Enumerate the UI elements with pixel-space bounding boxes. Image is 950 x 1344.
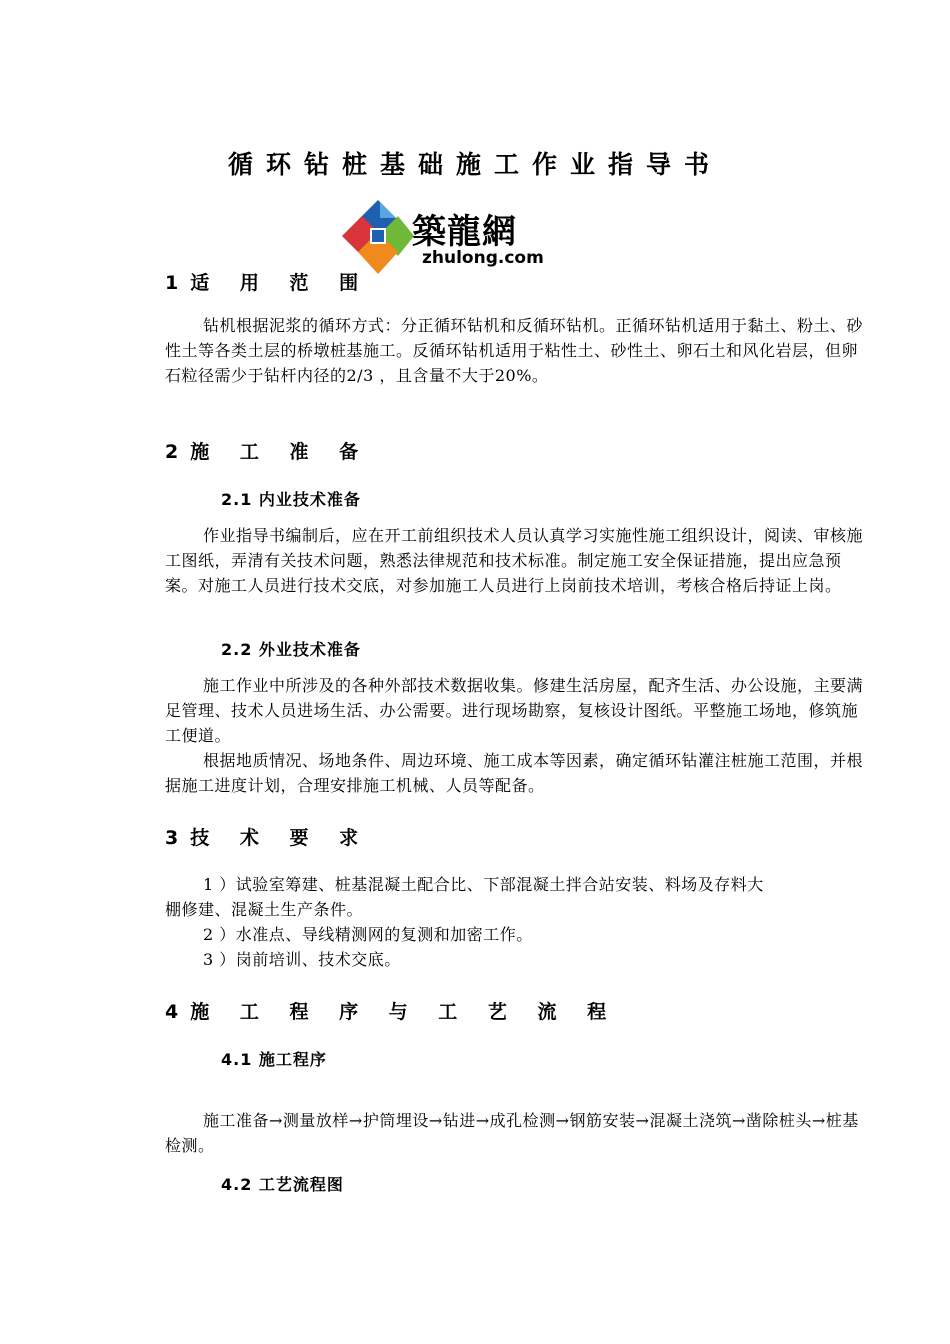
logo-chinese-text: 築龍網 (412, 212, 517, 252)
subsection-2-2-paragraph-2: 根据地质情况、场地条件、周边环境、施工成本等因素，确定循环钻灌注桩施工范围，并根据施工进度计划，合理安排施工机械、人员等配备。 (165, 751, 864, 795)
subsection-4-1-paragraph: 施工准备→测量放样→护筒埋设→钻进→成孔检测→钢筋安装→混凝土浇筑→凿除桩头→桩基检测。 (165, 1111, 859, 1155)
requirement-item-3: 3 ）岗前培训、技术交底。 (203, 950, 401, 969)
section-1-heading: 1适 用 范 围 (165, 272, 371, 294)
requirement-item-2: 2 ）水准点、导线精测网的复测和加密工作。 (203, 925, 533, 944)
subsection-2-1-heading: 2.1 内业技术准备 (221, 490, 361, 509)
logo-emblem-icon (340, 198, 416, 278)
zhulong-logo (340, 198, 550, 278)
section-2-heading: 2施 工 准 备 (165, 441, 371, 463)
subsection-2-2-paragraph-1: 施工作业中所涉及的各种外部技术数据收集。修建生活房屋，配齐生活、办公设施，主要满足管理、技术人员进场生活、办公需要。进行现场勘察，复核设计图纸。平整施工场地，修筑施工便道。 (165, 676, 864, 745)
requirement-item-1-line-1: 1 ）试验室筹建、桩基混凝土配合比、下部混凝土拌合站安装、料场及存料大 (203, 875, 764, 894)
section-1-paragraph: 钻机根据泥浆的循环方式：分正循环钻机和反循环钻机。正循环钻机适用于黏土、粉土、砂性土等各类土层的桥墩桩基施工。反循环钻机适用于粘性土、砂性土、卵石土和风化岩层，但卵石粒径需少于钻杆内径的2/3 ，且含量不大于20%。 (165, 316, 864, 385)
subsection-2-1-paragraph: 作业指导书编制后，应在开工前组织技术人员认真学习实施性施工组织设计，阅读、审核施工图纸，弄清有关技术问题，熟悉法律规范和技术标准。制定施工安全保证措施，提出应急预案。对施工人员进行技术交底，对参加施工人员进行上岗前技术培训，考核合格后持证上岗。 (165, 526, 864, 595)
document-title: 循环钻桩基础施工作业指导书 (227, 150, 722, 179)
subsection-4-2-heading: 4.2 工艺流程图 (221, 1175, 344, 1194)
section-4-heading: 4施 工 程 序 与 工 艺 流 程 (165, 1001, 619, 1023)
subsection-4-1-heading: 4.1 施工程序 (221, 1050, 327, 1069)
section-3-heading: 3技 术 要 求 (165, 827, 371, 849)
requirement-item-1-line-2: 棚修建、混凝土生产条件。 (165, 900, 364, 919)
subsection-2-2-heading: 2.2 外业技术准备 (221, 640, 361, 659)
logo-english-text: zhulong.com (422, 248, 544, 268)
